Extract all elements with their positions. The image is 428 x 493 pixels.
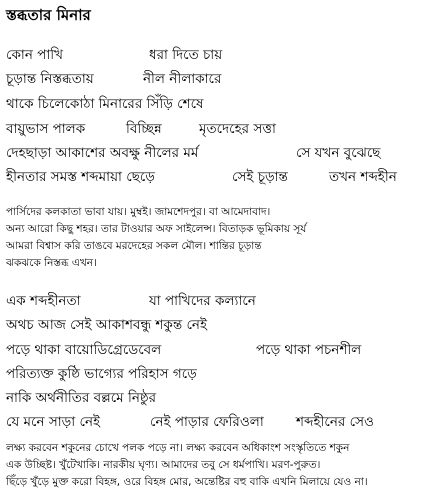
verse-phrase: ধরা দিতে চায় [149, 47, 223, 63]
stanza2-line-6 [6, 411, 374, 434]
verse-phrase: অথচ আজ সেই আকাশবন্ধু শকুন্ত নেই [6, 317, 208, 333]
stanza2-line-4 [6, 363, 197, 386]
prose2-line-1: লক্ষ্য করবেন শকুনের চোখে পলক পড়ে না। লক্ষ্য করবেন অধিকাংশ সংস্কৃতিতে শকুন [6, 442, 350, 454]
verse-phrase: পড়ে থাকা বায়োডিগ্রেডেবেল [6, 342, 162, 358]
prose2-line-3: ছিঁড়ে খুঁড়ে মুক্ত করো বিহঙ্গ, ওরে বিহঙ্গ মোর, অন্তেষ্টির বহু বাকি এখনি মিলায়ে যেও না। [6, 476, 368, 488]
verse-phrase: তখন শব্দহীন [329, 169, 397, 185]
stanza1-line-1 [6, 44, 223, 67]
prose1-line-2: অন্য আরো কিছু শহর। তার টাওয়ার অফ সাইলেন্স। বিতাড়ক ভূমিকায় সূর্য [6, 223, 307, 235]
verse-phrase: দেহছাড়া আকাশের অবক্ষু নীলের মর্ম [6, 145, 199, 161]
stanza2-line-2 [6, 314, 207, 337]
prose2-line-2: এক উচ্ছিষ্ট। খুঁটেখাকি। নারকীয় ঘৃণ্য। আমাদের তবু সে ধর্মপাখি। মরণ-পুরুত। [6, 459, 321, 471]
verse-phrase: নেই পাড়ার ফেরিওলা [150, 414, 264, 430]
prose1-line-3: আমরা বিশ্বাস করি তাঙবে মরদেহের সকল মৌল। শান্তির চূড়ান্ত [6, 240, 262, 252]
prose1-line-1: পার্সিদের কলকাতা ভাবা যায়। মুম্বই। জামশেদপুর। বা আমেদাবাদ। [6, 206, 271, 218]
prose1-line-4: ঝকঝকে নিস্তব্ধ এখন। [6, 257, 97, 269]
stanza1-line-2 [6, 68, 222, 91]
verse-phrase: বিচ্ছিন্ন [126, 121, 162, 137]
verse-phrase: যে মনে সাড়া নেই [6, 414, 101, 430]
verse-phrase: মৃতদেহের সত্তা [199, 121, 276, 137]
stanza1-line-5 [6, 142, 381, 165]
stanza2-line-3 [6, 339, 362, 362]
stanza2-line-5 [6, 387, 156, 410]
verse-phrase: বায়ুভাস পালক [6, 121, 86, 137]
poem-title: স্তব্ধতার মিনার [6, 6, 91, 24]
stanza1-line-6 [6, 166, 397, 189]
verse-phrase: থাকে চিলেকোঠা মিনারের সিঁড়ি শেষে [6, 96, 204, 112]
verse-phrase: শব্দহীনের সেও [296, 414, 374, 430]
verse-phrase: পরিত্যক্ত কুষ্ঠি ভাগ্যের পরিহাস গড়ে [6, 366, 197, 382]
verse-phrase: চূড়ান্ত নিস্তব্ধতায় [6, 71, 94, 87]
verse-phrase: সেই চূড়ান্ত [232, 169, 288, 185]
verse-phrase: পড়ে থাকা পচনশীল [256, 342, 362, 358]
verse-phrase: নীল নীলাকারে [143, 71, 222, 87]
verse-phrase: কোন পাখি [6, 47, 63, 63]
verse-phrase: যা পাখিদের কল্যানে [149, 293, 256, 309]
stanza1-line-3 [6, 93, 203, 116]
stanza2-line-1 [6, 290, 256, 313]
verse-phrase: হীনতার সমস্ত শব্দমায়া ছেড়ে [6, 169, 155, 185]
stanza1-line-4 [6, 118, 276, 141]
verse-phrase: সে যখন বুঝেছে [296, 145, 381, 161]
verse-phrase: নাকি অর্থনীতির বল্লমে নিষ্ঠুর [6, 390, 157, 406]
verse-phrase: এক শব্দহীনতা [6, 293, 81, 309]
